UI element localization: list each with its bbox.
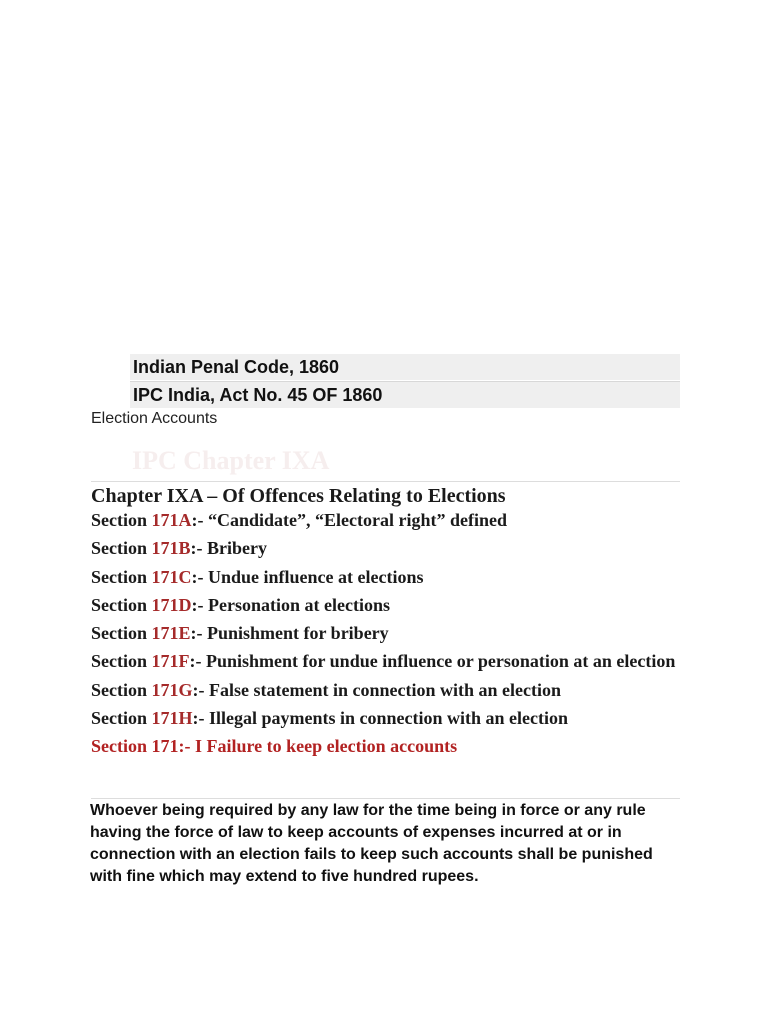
section-prefix: Section [91,566,152,587]
section-title: :- Illegal payments in connection with an election [192,708,569,729]
section-title: :- False statement in connection with an election [192,679,561,700]
section-item[interactable] [91,591,681,619]
current-section-heading: Section 171:- I Failure to keep election accounts [91,736,458,757]
section-prefix: Section [91,679,152,700]
section-number-link[interactable]: 171C [151,566,192,587]
section-prefix: Section [91,538,152,559]
section-item[interactable] [91,563,681,591]
section-number-link[interactable]: 171G [151,679,193,700]
section-title: :- Punishment for bribery [190,623,389,644]
page-subtitle: Election Accounts [91,410,218,427]
section-prefix: Section [91,510,152,530]
section-list [91,506,681,761]
section-item[interactable] [91,647,681,675]
section-number-link[interactable]: 171E [151,623,191,644]
section-item[interactable] [91,676,681,704]
section-item[interactable] [91,506,681,534]
document-title: Indian Penal Code, 1860 [130,354,680,380]
section-number-link[interactable]: 171H [151,708,193,729]
section-item[interactable] [91,704,681,732]
section-item[interactable] [91,534,681,562]
section-number-link[interactable]: 171B [151,538,191,559]
section-prefix: Section [91,594,152,615]
faded-heading: IPC Chapter IXA [132,446,330,475]
act-number: IPC India, Act No. 45 OF 1860 [130,381,680,408]
section-title: :- Undue influence at elections [191,566,424,587]
section-title: :- Bribery [190,538,267,559]
divider [91,798,680,799]
section-number-link[interactable]: 171F [151,651,190,672]
section-prefix: Section [91,651,152,672]
chapter-heading: Chapter IXA – Of Offences Relating to Elections [91,485,506,507]
section-item[interactable] [91,619,681,647]
section-title: :- Punishment for undue influence or personation at an election [189,651,676,672]
section-body-text: Whoever being required by any law for the time being in force or any rule having the force of law to keep accounts of expenses incurred at or in connection with an election fails to keep such accounts shall be punished with fine which may extend to five hundred rupees. [90,802,653,885]
section-prefix: Section [91,708,152,729]
section-number-link[interactable]: 171D [151,594,192,615]
section-title: :- Personation at elections [191,594,390,615]
section-number-link[interactable]: 171A [151,510,192,530]
section-prefix: Section [91,623,152,644]
section-title: :- “Candidate”, “Electoral right” defined [191,510,507,530]
